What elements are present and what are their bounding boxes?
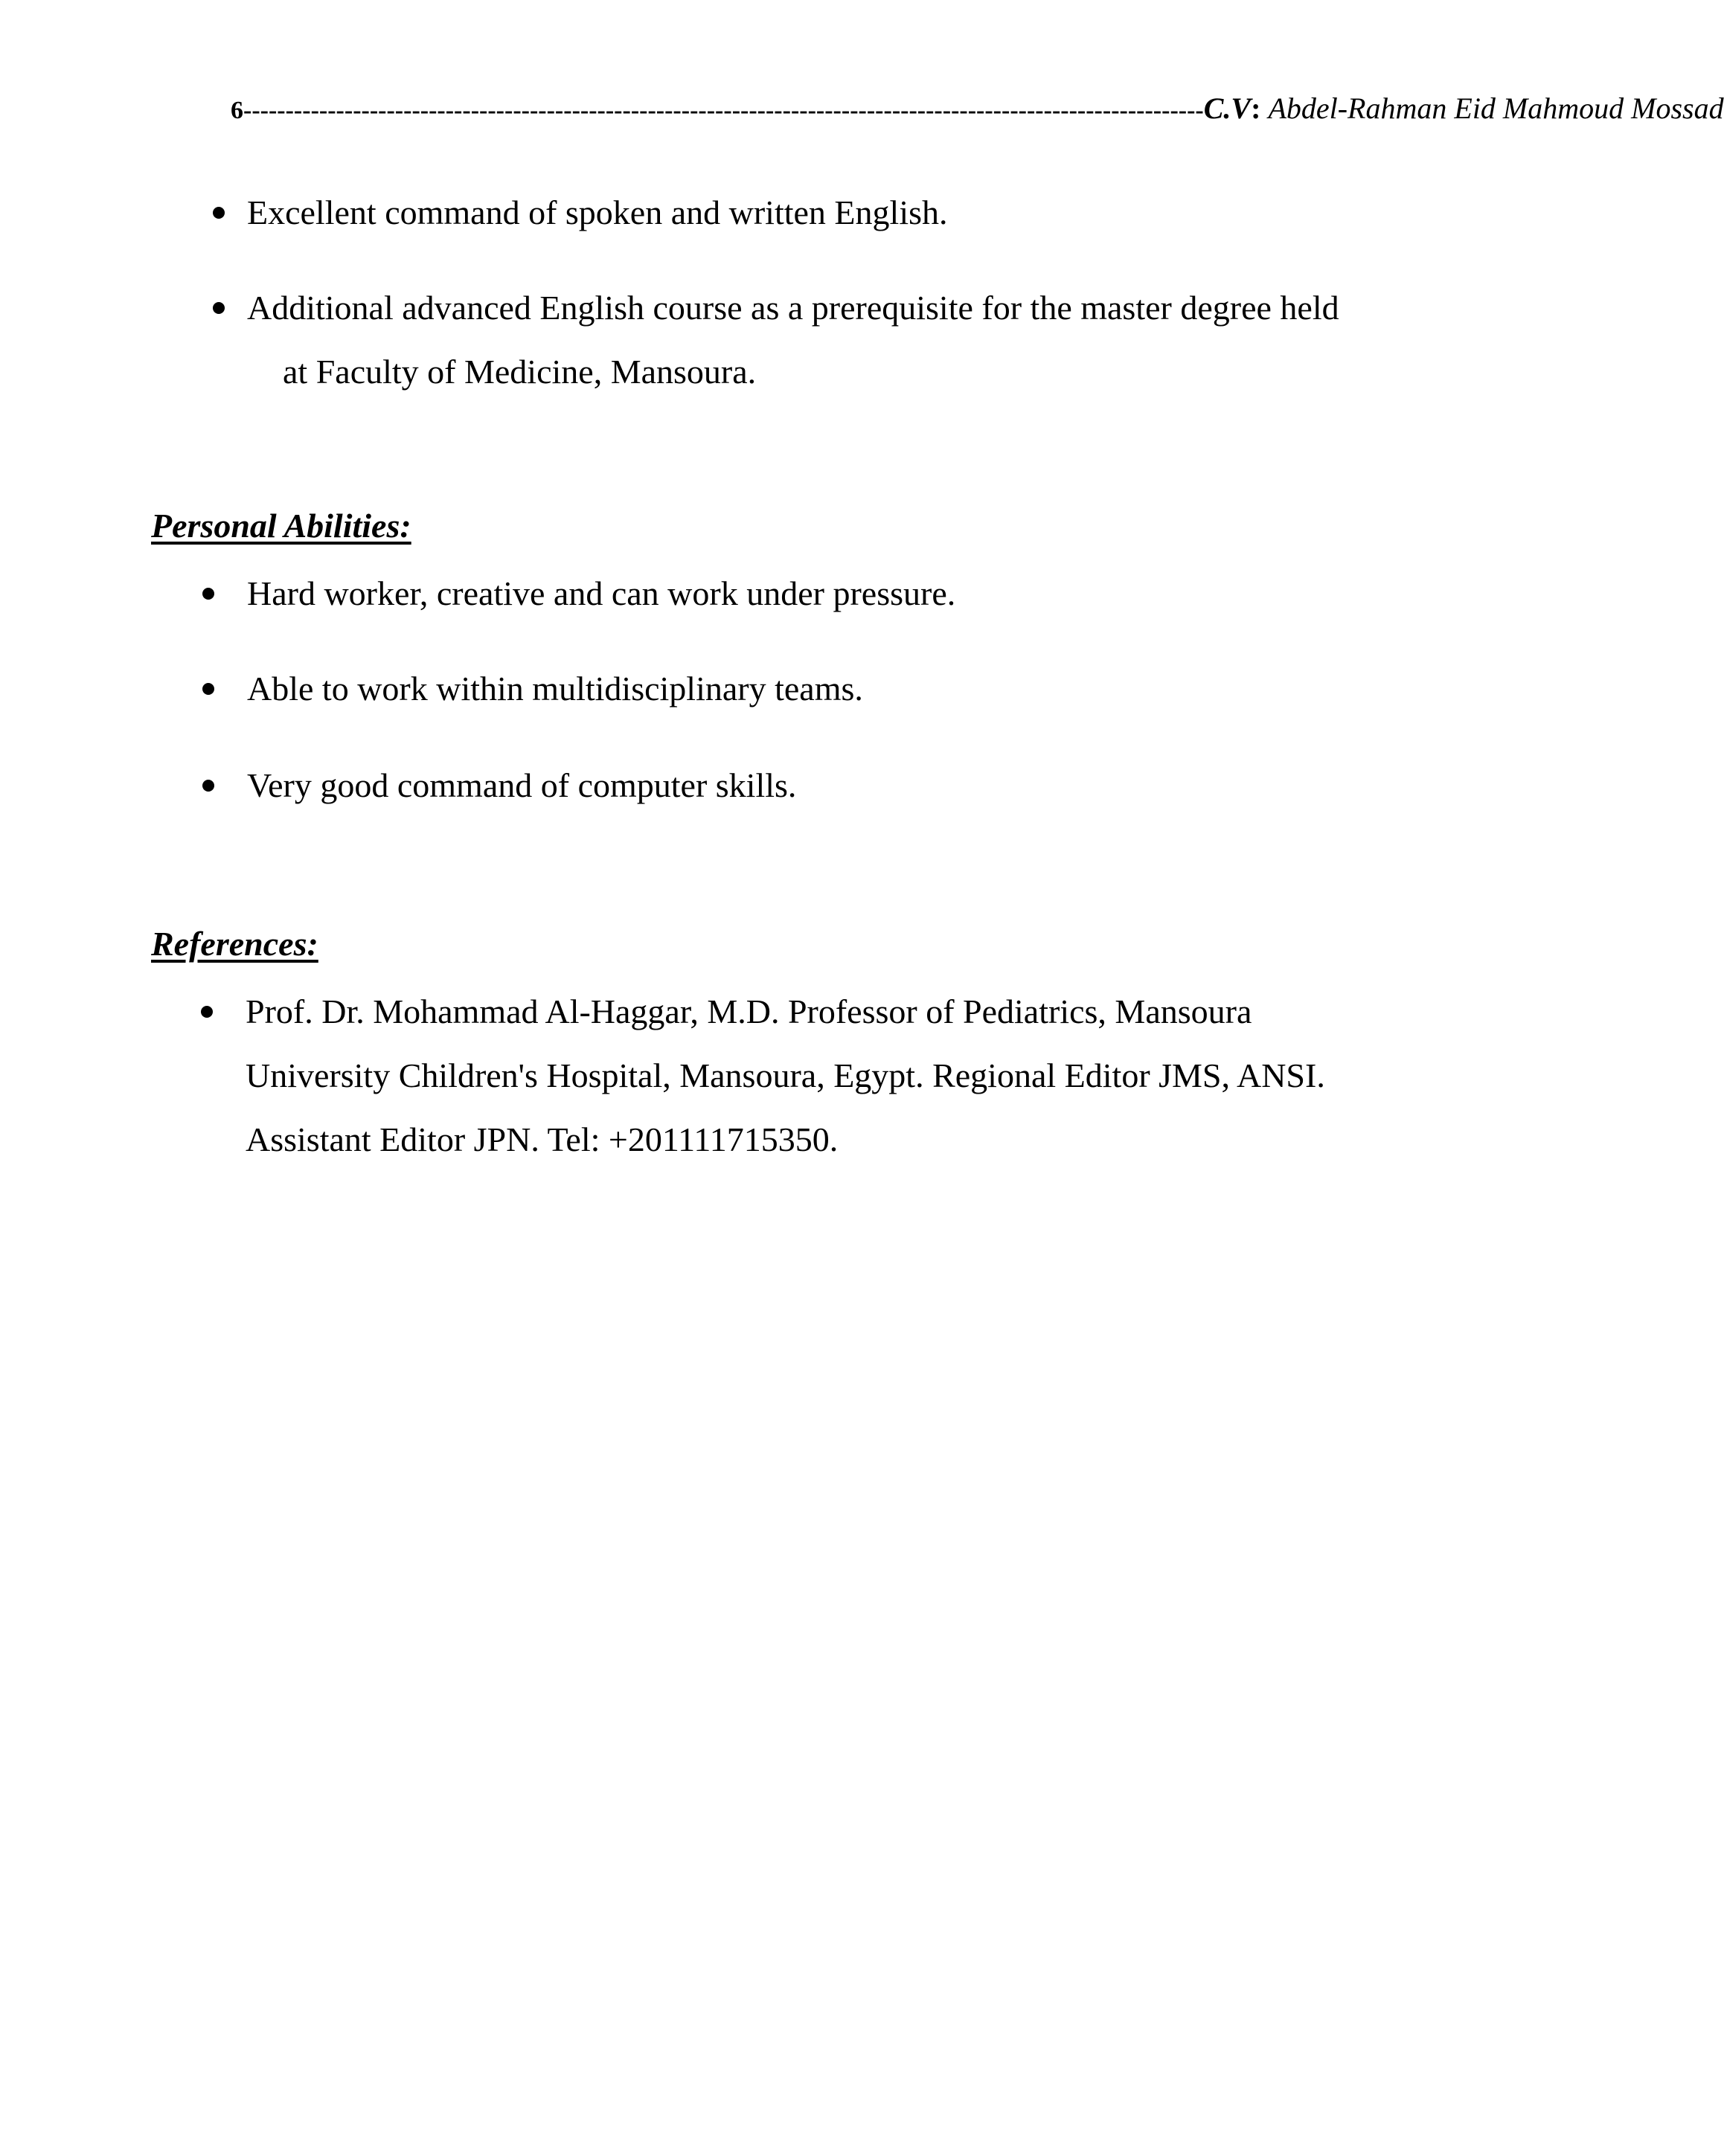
bullet-dot-icon: [202, 588, 214, 600]
list-item: Hard worker, creative and can work under pressure.: [247, 574, 956, 612]
reference-line: University Children's Hospital, Mansoura, Egypt. Regional Editor JMS, ANSI.: [246, 1056, 1325, 1094]
header-dash-rule: ------------------------------------------------------------------------------------------------------------------: [243, 97, 1204, 124]
bullet-dot-icon: [201, 1006, 213, 1018]
cv-label: C.V: [1203, 92, 1252, 125]
list-item-continuation: at Faculty of Medicine, Mansoura.: [283, 353, 757, 391]
page-header: [231, 91, 1724, 126]
reference-line: Assistant Editor JPN. Tel: +201111715350.: [246, 1120, 839, 1158]
author-name: Abdel-Rahman Eid Mahmoud Mossad: [1268, 92, 1724, 125]
page-number: 6: [231, 97, 243, 124]
section-title-personal-abilities: Personal Abilities:: [151, 507, 411, 545]
list-item: Additional advanced English course as a prerequisite for the master degree held: [247, 289, 1339, 327]
list-item: Able to work within multidisciplinary teams.: [247, 670, 863, 708]
cv-colon: :: [1251, 92, 1261, 125]
list-item: Excellent command of spoken and written English.: [247, 193, 948, 231]
bullet-dot-icon: [213, 302, 225, 314]
list-item: Very good command of computer skills.: [247, 766, 797, 804]
reference-line: Prof. Dr. Mohammad Al-Haggar, M.D. Professor of Pediatrics, Mansoura: [246, 992, 1252, 1030]
bullet-dot-icon: [213, 207, 225, 219]
bullet-dot-icon: [202, 683, 214, 695]
bullet-dot-icon: [202, 780, 214, 792]
section-title-references: References:: [151, 925, 318, 963]
